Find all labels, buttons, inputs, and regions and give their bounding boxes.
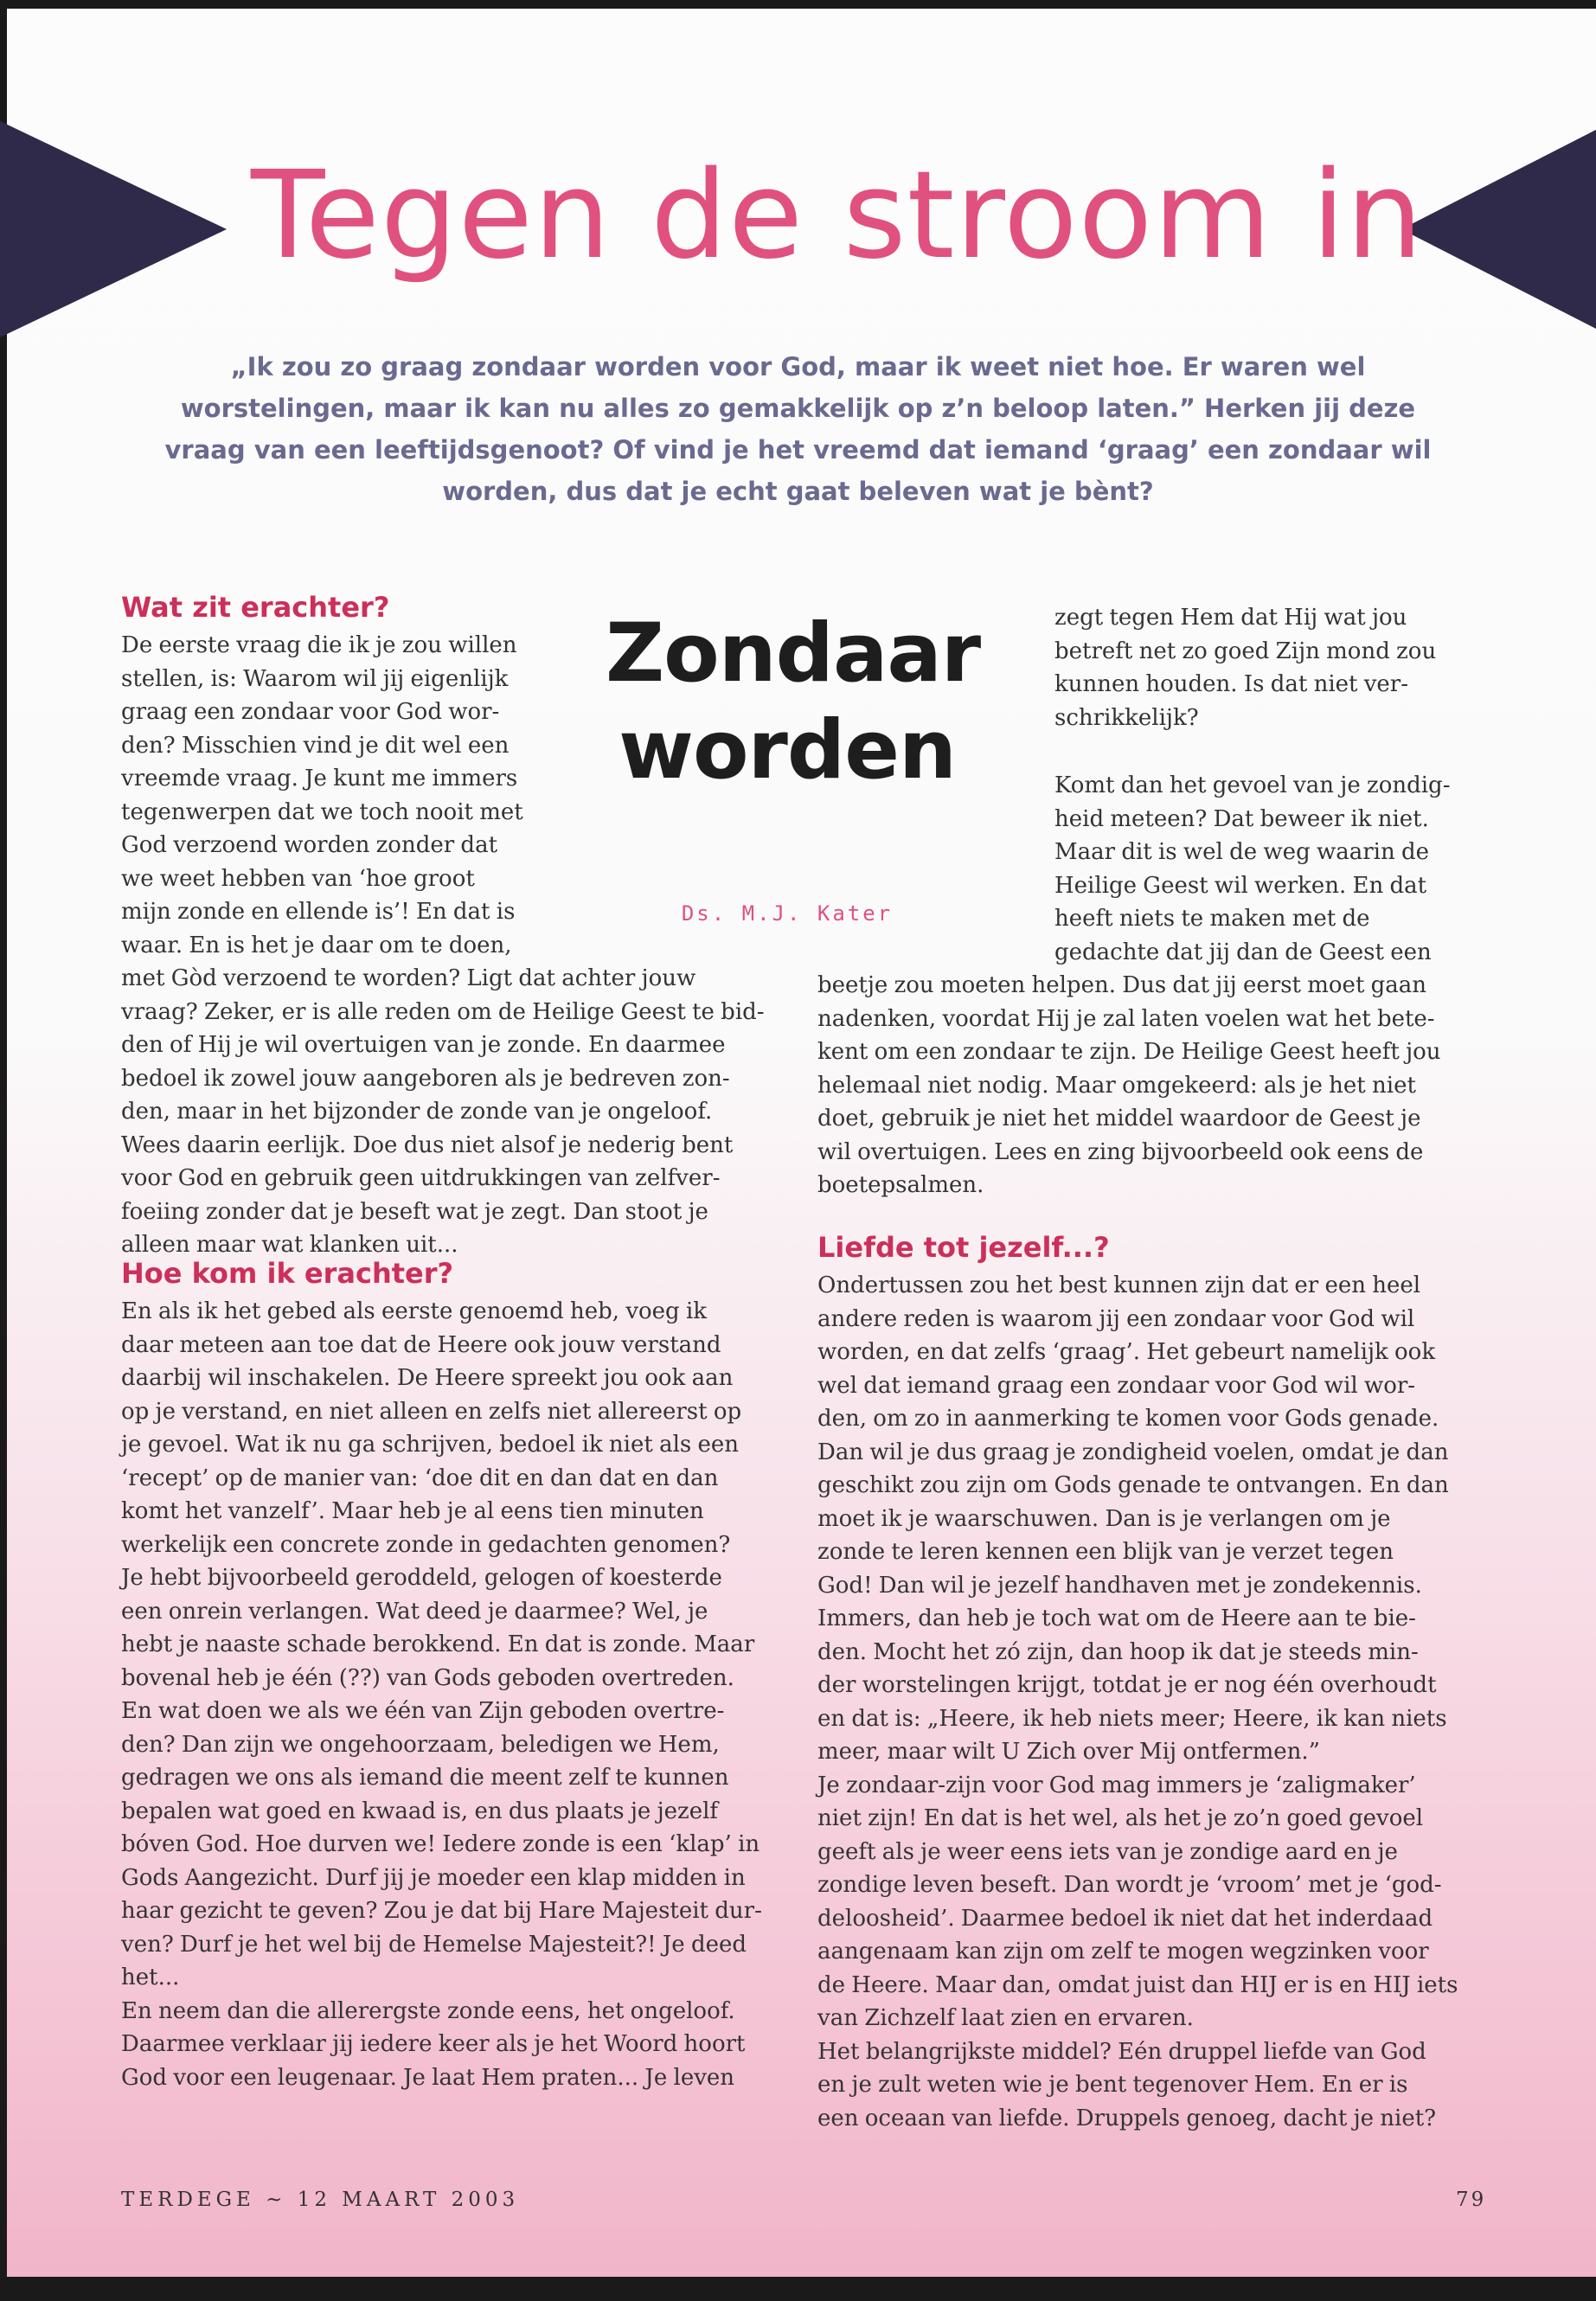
article-title: Zondaar worden: [606, 606, 981, 798]
right-column-text-top: zegt tegen Hem dat Hij wat jou betreft net zo goed Zijn mond zou kunnen houden. Is dat niet ver- schrikkelijk?: [1054, 605, 1437, 731]
author-byline: Ds. M.J. Kater: [681, 901, 894, 926]
heading-hoe-kom-ik-erachter: Hoe kom ik erachter?: [121, 1257, 454, 1290]
section1-text-bottom: met Gòd verzoend te worden? Ligt dat achter jouw vraag? Zeker, er is alle reden om de Heilige Geest te bid- den of Hij je wil overtuigen van je zonde. En daarmee bedoel ik zowel jouw aangeboren als je bedreven zon- den, maar in het bijzonder de zonde van je ongeloof. Wees daarin eerlijk. Doe dus niet alsof je nederig bent voor God en gebruik geen uitdrukkingen van zelfver- foeiing zonder dat je beseft wat je zegt. Dan stoot je alleen maar wat klanken uit...: [121, 965, 765, 1258]
top-border: [0, 0, 1596, 9]
right-arrow-icon: [1401, 130, 1596, 329]
footer-publication: TERDEGE ~ 12 MAART 2003: [121, 2189, 520, 2211]
heading-wat-zit-erachter: Wat zit erachter?: [121, 591, 390, 624]
right-column-text-mid: Komt dan het gevoel van je zondig- heid meteen? Dat beweer ik niet. Maar dit is wel de weg waarin de Heilige Geest wil werken. En dat heeft niets te maken met de gedachte dat jij dan de Geest een: [1054, 772, 1451, 965]
section3-text: Ondertussen zou het best kunnen zijn dat er een heel andere reden is waarom jij een zondaar voor God wil worden, en dat zelfs ‘graag’. Het gebeurt namelijk ook wel dat iemand graag een zondaar voor God wil wor- den, om zo in aanmerking te komen voor Gods genade. Dan wil je dus graag je zondigheid voelen, omdat je dan geschikt zou zijn om Gods genade te ontvangen. En dan moet ik je waarschuwen. Dan is je verlangen om je zonde te leren kennen een blijk van je verzet tegen God! Dan wil je jezelf handhaven met je zondekennis. Immers, dan heb je toch wat om de Heere aan te bie- den. Mocht het zó zijn, dan hoop ik dat je steeds min- der worstelingen krijgt, totdat je er nog één overhoudt en dat is: „Heere, ik heb niets meer; Heere, ik kan niets meer, maar wilt U Zich over Mij ontfermen.” Je zondaar-zijn voor God mag immers je ‘zaligmaker’ niet zijn! En dat is het wel, als het je zo’n goed gevoel geeft als je weer eens iets van je zondige aard en je zondige leven beseft. Dan wordt je ‘vroom’ met je ‘god- deloosheid’. Daarmee bedoel ik niet dat het inderdaad aangenaam kan zijn om zelf te mogen wegzinken voor de Heere. Maar dan, omdat juist dan HIJ er is en HIJ iets van Zichzelf laat zien en ervaren. Het belangrijkste middel? Eén druppel liefde van God en je zult weten wie je bent tegenover Hem. En er is een oceaan van liefde. Druppels genoeg, dacht je niet?: [817, 1272, 1458, 2131]
bottom-border: [0, 2277, 1596, 2301]
page-title: Tegen de stroom in: [251, 145, 1424, 286]
left-arrow-icon: [0, 121, 227, 337]
section1-text-top: De eerste vraag die ik je zou willen stellen, is: Waarom wil jij eigenlijk graag een zondaar voor God wor- den? Misschien vind je dit wel een vreemde vraag. Je kunt me immers tegenwerpen dat we toch nooit met God verzoend worden zonder dat we weet hebben van ‘hoe groot mijn zonde en ellende is’! En dat is waar. En is het je daar om te doen,: [121, 632, 523, 958]
left-edge: [0, 0, 7, 2301]
heading-liefde-tot-jezelf: Liefde tot jezelf...?: [817, 1231, 1110, 1264]
right-column-text-bottom: beetje zou moeten helpen. Dus dat jij eerst moet gaan nadenken, voordat Hij je zal laten voelen wat het bete- kent om een zondaar te zijn. De Heilige Geest heeft jou helemaal niet nodig. Maar omgekeerd: als je het niet doet, gebruik je niet het middel waardoor de Geest je wil overtuigen. Lees en zing bijvoorbeeld ook eens de boetepsalmen.: [817, 972, 1441, 1198]
section2-text: En als ik het gebed als eerste genoemd heb, voeg ik daar meteen aan toe dat de Heere ook jouw verstand daarbij wil inschakelen. De Heere spreekt jou ook aan op je verstand, en niet alleen en zelfs niet allereerst op je gevoel. Wat ik nu ga schrijven, bedoel ik niet als een ‘recept’ op de manier van: ‘doe dit en dan dat en dan komt het vanzelf’. Maar heb je al eens tien minuten werkelijk een concrete zonde in gedachten genomen? Je hebt bijvoorbeeld geroddeld, gelogen of koesterde een onrein verlangen. Wat deed je daarmee? Wel, je hebt je naaste schade berokkend. En dat is zonde. Maar bovenal heb je één (??) van Gods geboden overtreden. En wat doen we als we één van Zijn geboden overtre- den? Dan zijn we ongehoorzaam, beledigen we Hem, gedragen we ons als iemand die meent zelf te kunnen bepalen wat goed en kwaad is, en dus plaats je jezelf bóven God. Hoe durven we! Iedere zonde is een ‘klap’ in Gods Aangezicht. Durf jij je moeder een klap midden in haar gezicht te geven? Zou je dat bij Hare Majesteit dur- ven? Durf je het wel bij de Hemelse Majesteit?! Je deed het... En neem dan die allerergste zonde eens, het ongeloof. Daarmee verklaar jij iedere keer als je het Woord hoort God voor een leugenaar. Je laat Hem praten... Je leven: [121, 1298, 762, 2091]
intro-text: „Ik zou zo graag zondaar worden voor God, maar ik weet niet hoe. Er waren wel worstelingen, maar ik kan nu alles zo gemakkelijk op z’n beloop laten.” Herken jij deze vraag van een leeftijdsgenoot? Of vind je het vreemd dat iemand ‘graag’ een zondaar wil worden, dus dat je echt gaat beleven wat je bènt?: [164, 352, 1432, 506]
page-number: 79: [1456, 2189, 1487, 2211]
